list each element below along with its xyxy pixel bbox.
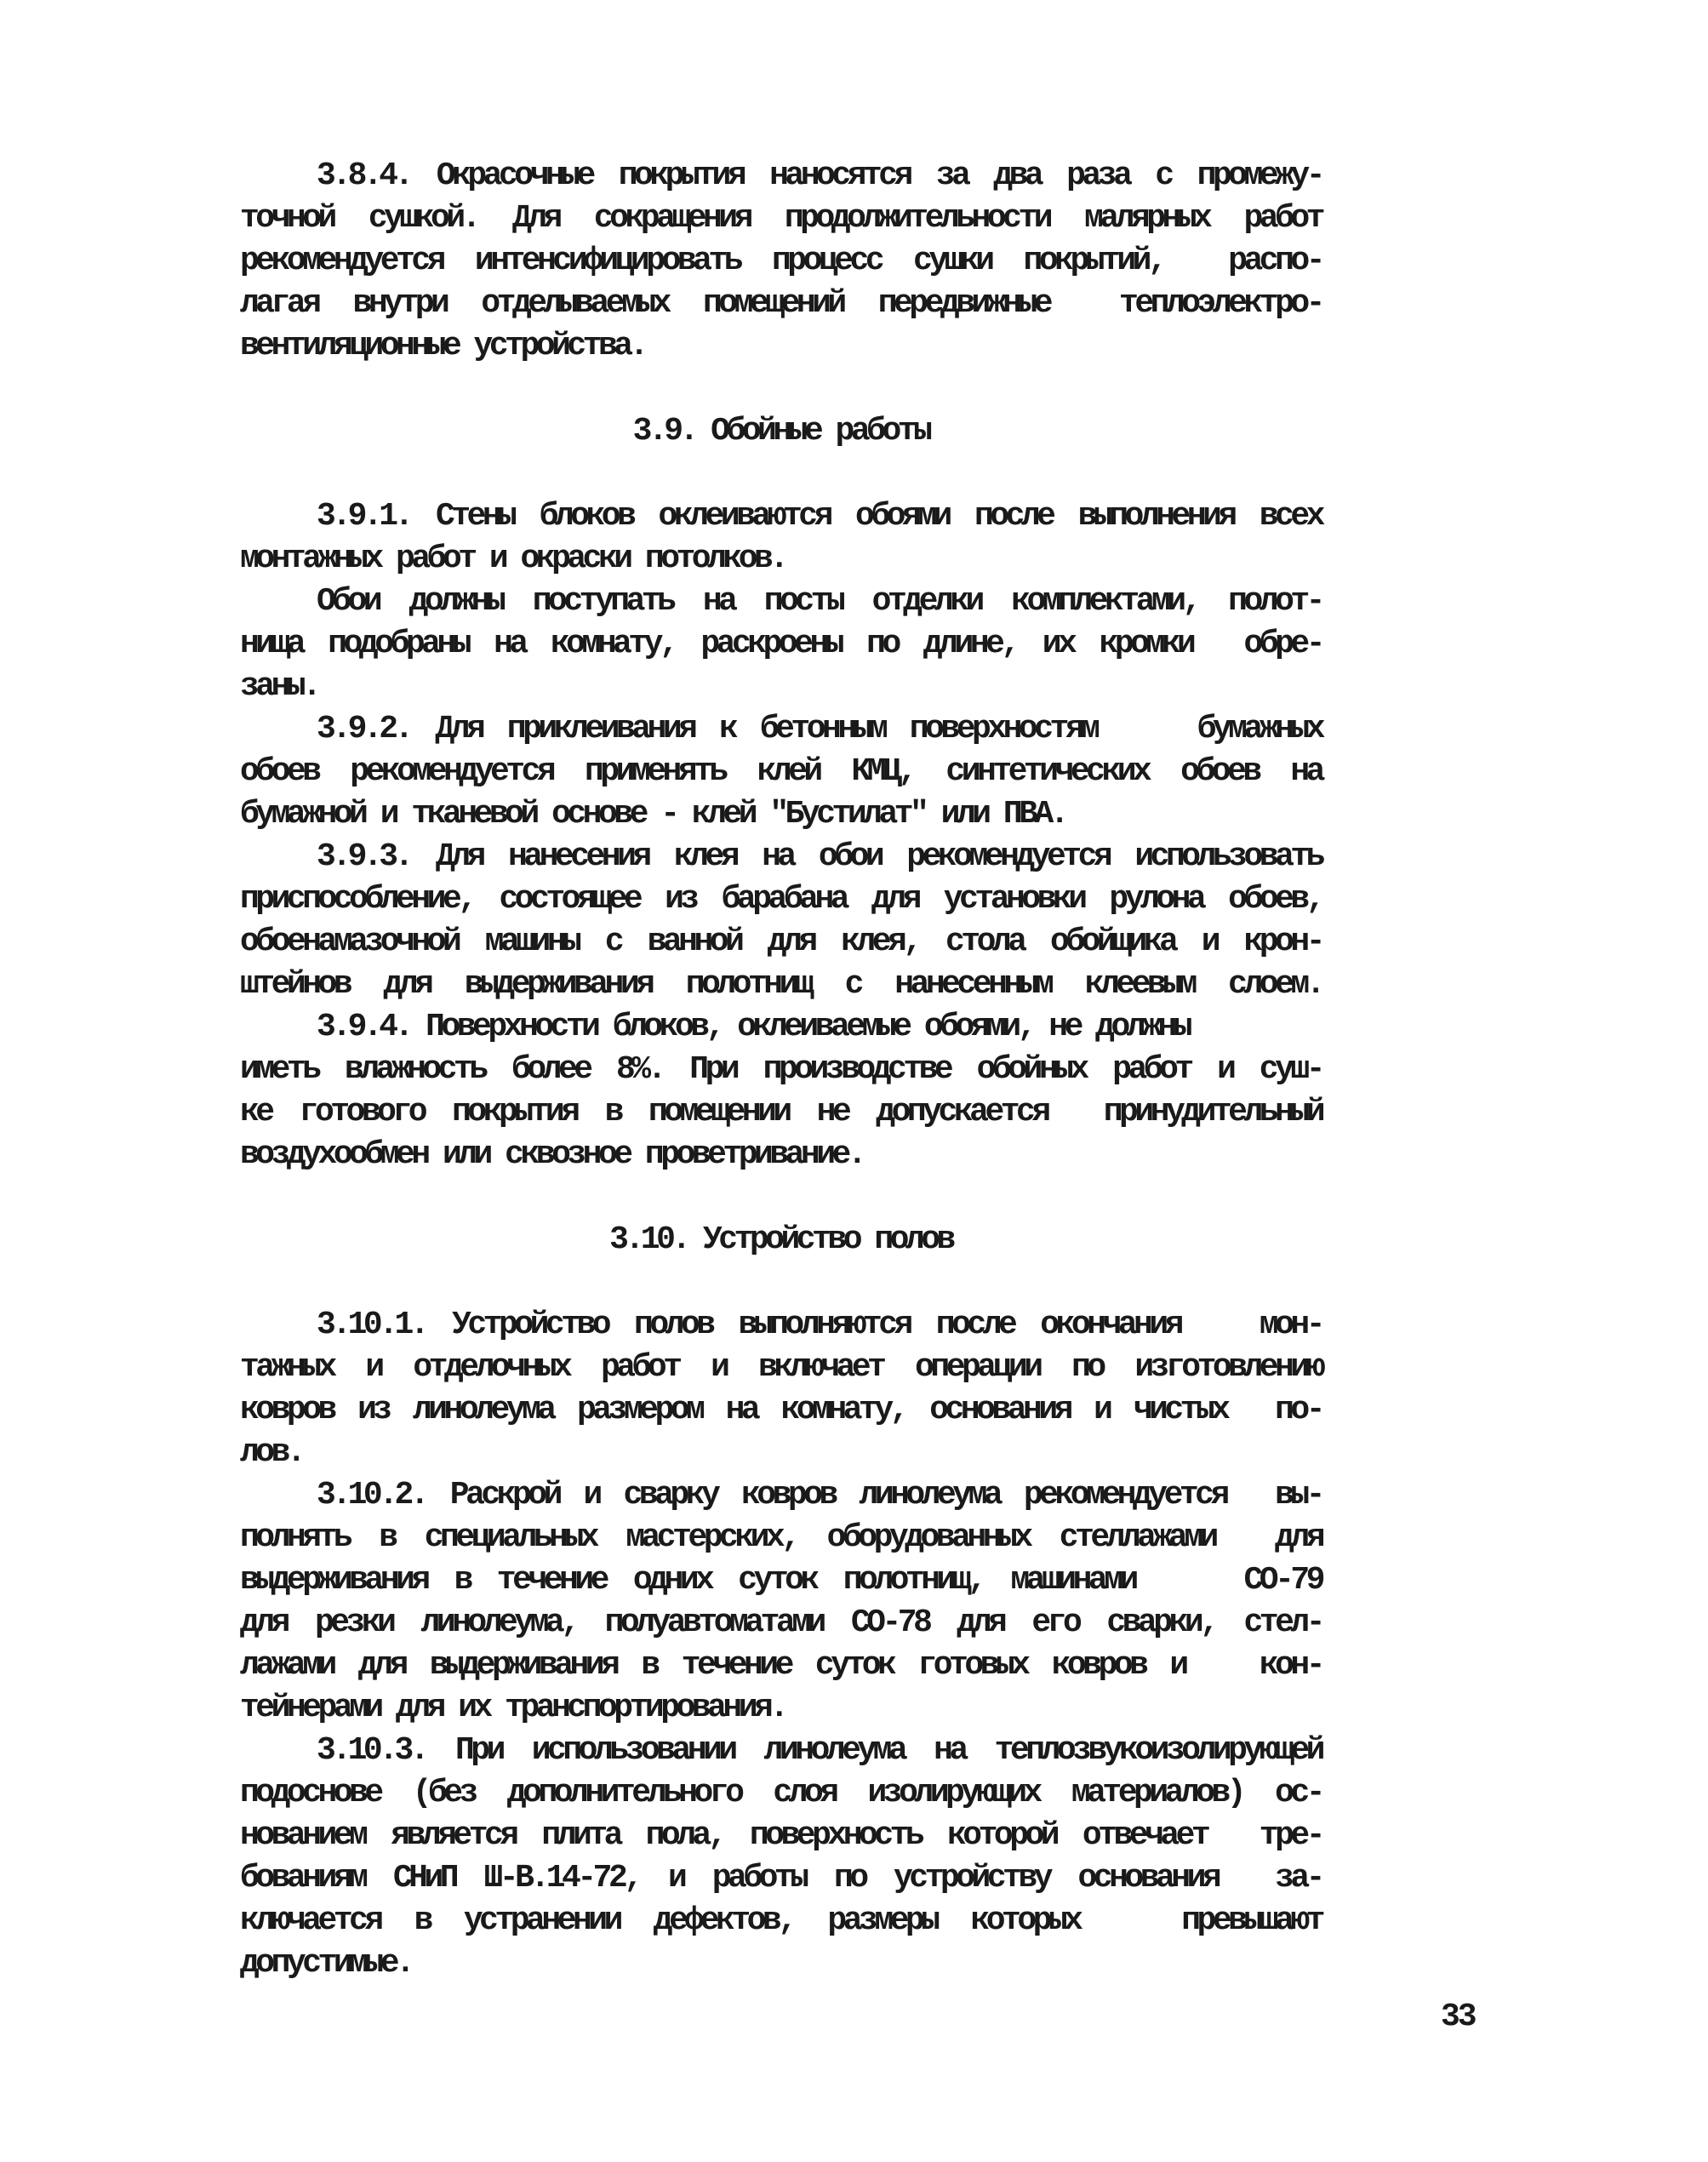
- text-line: лажами для выдерживания в течение суток готовых ковров и кон-: [240, 1647, 1322, 1684]
- text-line: 3.8.4. Окрасочные покрытия наносятся за два раза с промежу-: [317, 157, 1322, 194]
- page-number: 33: [1441, 1999, 1475, 2035]
- text-line: подоснове (без дополнительного слоя изолирующих материалов) ос-: [240, 1775, 1322, 1811]
- text-line: иметь влажность более 8%. При производстве обойных работ и суш-: [240, 1051, 1322, 1088]
- text-line: воздухообмен или сквозное проветривание.: [240, 1136, 864, 1173]
- text-line: точной сушкой. Для сокращения продолжительности малярных работ: [240, 200, 1322, 237]
- text-line: для резки линолеума, полуавтоматами СО-78 для его сварки, стел-: [240, 1604, 1322, 1641]
- text-line: нованием является плита пола, поверхность которой отвечает тре-: [240, 1817, 1322, 1854]
- text-line: обоенамазочной машины с ванной для клея, стола обойщика и крон-: [240, 924, 1322, 960]
- paragraph: [240, 708, 1322, 836]
- text-line: штейнов для выдерживания полотнищ с нанесенным клеевым слоем.: [240, 966, 1322, 1003]
- text-line: бумажной и тканевой основе - клей ″Бустилат″ или ПВА.: [240, 796, 1066, 832]
- paragraph: [240, 1730, 1322, 1985]
- text-line: ковров из линолеума размером на комнату, основания и чистых по-: [240, 1392, 1322, 1428]
- text-line: полнять в специальных мастерских, оборудованных стеллажами для: [240, 1519, 1322, 1556]
- text-line: тейнерами для их транспортирования.: [240, 1690, 785, 1726]
- text-line: тажных и отделочных работ и включает операции по изготовлению: [240, 1349, 1322, 1386]
- paragraph: [240, 1006, 1322, 1176]
- paragraph: [240, 1474, 1322, 1730]
- text-line: 3.9.4. Поверхности блоков, оклеиваемые обоями, не должны: [317, 1009, 1190, 1045]
- document-body: [240, 155, 1322, 1985]
- text-line: приспособление, состоящее из барабана для установки рулона обоев,: [240, 881, 1322, 918]
- text-line: нища подобраны на комнату, раскроены по длине, их кромки обре-: [240, 626, 1322, 662]
- section-heading: 3.10. Устройство полов: [609, 1221, 952, 1258]
- text-line: 3.10.1. Устройство полов выполняются после окончания мон-: [317, 1307, 1322, 1343]
- text-line: вентиляционные устройства.: [240, 328, 645, 364]
- text-line: 3.10.2. Раскрой и сварку ковров линолеума рекомендуется вы-: [317, 1477, 1322, 1513]
- text-line: Обои должны поступать на посты отделки комплектами, полот-: [317, 583, 1322, 620]
- paragraph: [240, 155, 1322, 368]
- text-line: допустимые.: [240, 1945, 412, 1982]
- text-line: лагая внутри отделываемых помещений передвижные теплоэлектро-: [240, 285, 1322, 322]
- text-line: 3.10.3. При использовании линолеума на теплозвукоизолирующей: [317, 1732, 1322, 1769]
- text-line: 3.9.2. Для приклеивания к бетонным поверхностям бумажных: [317, 711, 1322, 747]
- text-line: выдерживания в течение одних суток полотнищ, машинами СО-79: [240, 1562, 1322, 1599]
- text-line: лов.: [240, 1434, 303, 1471]
- text-line: 3.9.1. Стены блоков оклеиваются обоями после выполнения всех: [317, 498, 1322, 535]
- text-line: бованиям СНиП Ш-В.14-72, и работы по устройству основания за-: [240, 1860, 1322, 1896]
- section-heading: 3.9. Обойные работы: [632, 413, 929, 449]
- text-line: ке готового покрытия в помещении не допускается принудительный: [240, 1094, 1322, 1130]
- text-line: обоев рекомендуется применять клей КМЦ, синтетических обоев на: [240, 753, 1322, 790]
- text-line: 3.9.3. Для нанесения клея на обои рекомендуется использовать: [317, 838, 1322, 875]
- text-line: заны.: [240, 668, 318, 705]
- paragraph: [240, 836, 1322, 1006]
- paragraph: [240, 1304, 1322, 1474]
- paragraph: [240, 581, 1322, 708]
- text-line: монтажных работ и окраски потолков.: [240, 540, 785, 577]
- text-line: рекомендуется интенсифицировать процесс сушки покрытий, распо-: [240, 243, 1322, 279]
- paragraph: [240, 495, 1322, 581]
- text-line: ключается в устранении дефектов, размеры которых превышают: [240, 1902, 1322, 1939]
